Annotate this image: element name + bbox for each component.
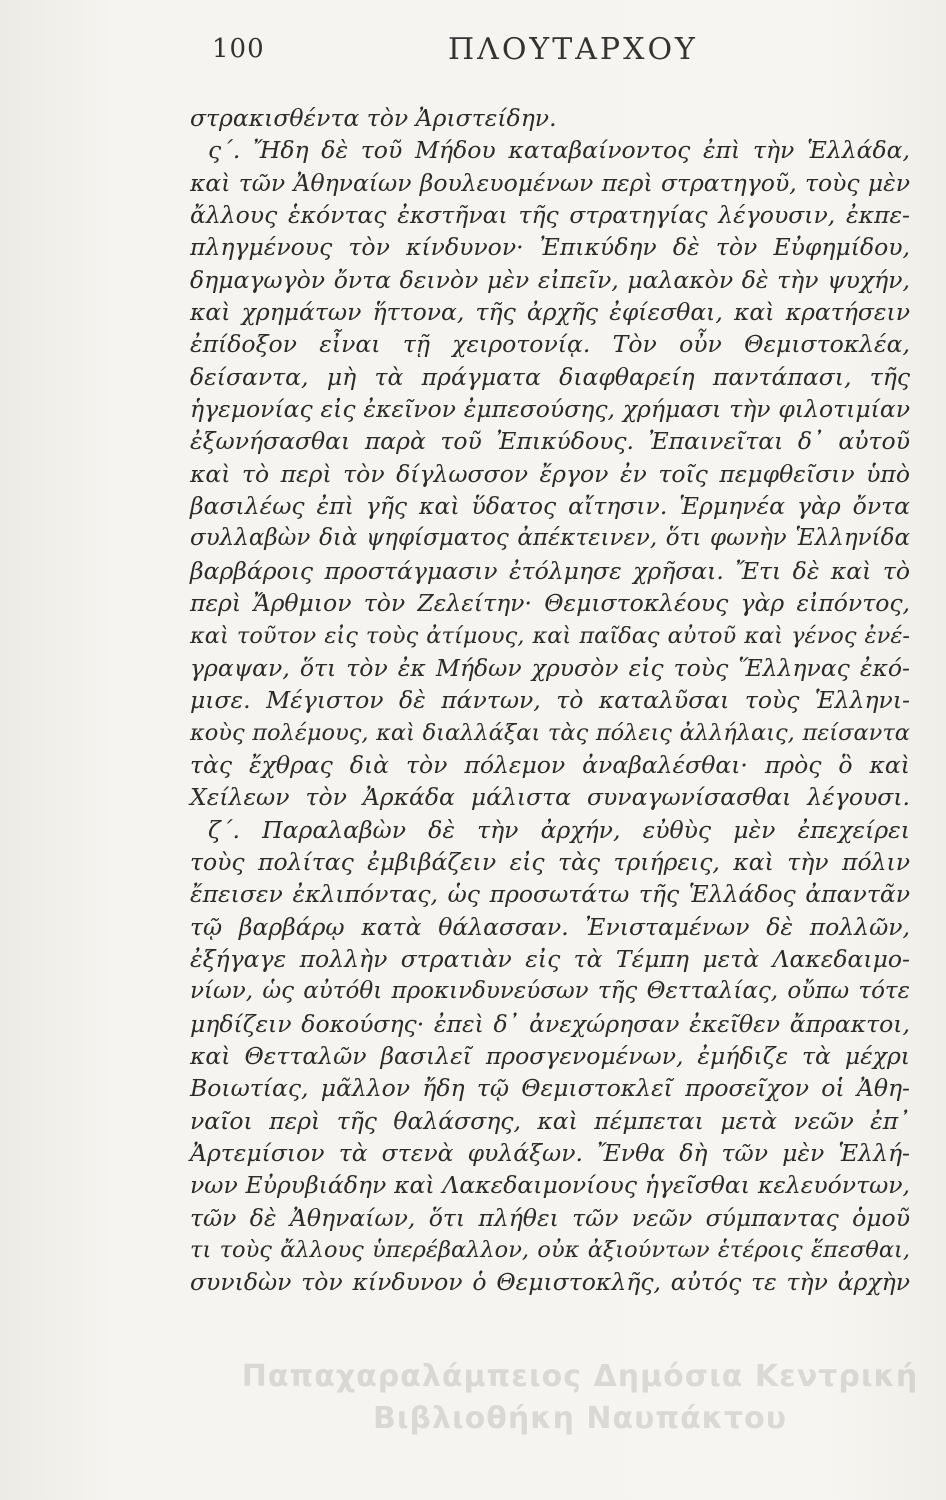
text-line: καὶ χρημάτων ἥττονα, τῆς ἀρχῆς ἐφίεσθαι, καὶ κρατήσειν	[190, 298, 910, 327]
text-line: γραψαν, ὅτι τὸν ἐκ Μήδων χρυσὸν εἰς τοὺς Ἕλληνας ἐκό-	[190, 653, 910, 682]
text-line: συνιδὼν τὸν κίνδυνον ὁ Θεμιστοκλῆς, αὐτός τε τὴν ἀρχὴν	[190, 1268, 910, 1297]
text-line: Ἀρτεμίσιον τὰ στενὰ φυλάξων. Ἔνθα δὴ τῶν μὲν Ἑλλή-	[190, 1139, 910, 1167]
text-line: τῶν δὲ Ἀθηναίων, ὅτι πλήθει τῶν νεῶν σύμπαντας ὁμοῦ	[190, 1203, 910, 1232]
text-line: ς΄. Ἤδη δὲ τοῦ Μήδου καταβαίνοντος ἐπὶ τὴν Ἑλλάδα,	[208, 136, 910, 165]
text-line: στρακισθέντα τὸν Ἀριστείδην.	[190, 104, 557, 132]
watermark-line: Βιβλιοθήκη Ναυπάκτου	[372, 1401, 788, 1436]
watermark-line: Παπαχαραλάμπειος Δημόσια Κεντρική	[241, 1359, 919, 1394]
text-line: ἐξήγαγε πολλὴν στρατιὰν εἰς τὰ Τέμπη μετὰ Λακεδαιμο-	[190, 944, 910, 973]
text-line: καὶ Θετταλῶν βασιλεῖ προσγενομένων, ἐμήδιζε τὰ μέχρι	[190, 1041, 910, 1070]
text-line: μηδίζειν δοκούσης· ἐπεὶ δ᾽ ἀνεχώρησαν ἐκεῖθεν ἄπρακτοι,	[190, 1009, 910, 1038]
text-line: βαρβάροις προστάγμασιν ἐτόλμησε χρῆσαι. Ἔτι δὲ καὶ τὸ	[190, 556, 910, 585]
text-line: πληγμένους τὸν κίνδυνον· Ἐπικύδην δὲ τὸν Εὐφημίδου,	[190, 233, 910, 262]
text-line: μισε. Μέγιστον δὲ πάντων, τὸ καταλῦσαι τοὺς Ἑλληνι-	[190, 686, 910, 715]
library-watermark	[230, 1356, 930, 1440]
text-line: συλλαβὼν διὰ ψηφίσματος ἀπέκτεινεν, ὅτι φωνὴν Ἑλληνίδα	[190, 525, 910, 552]
text-line: ναῖοι περὶ τῆς θαλάσσης, καὶ πέμπεται μετὰ νεῶν ἐπ᾽	[190, 1106, 910, 1135]
text-line: βασιλέως ἐπὶ γῆς καὶ ὕδατος αἴτησιν. Ἑρμηνέα γὰρ ὄντα	[190, 492, 910, 521]
text-line: νίων, ὡς αὐτόθι προκινδυνεύσων τῆς Θετταλίας, οὔπω τότε	[190, 978, 910, 1005]
text-line: ἐξωνήσασθαι παρὰ τοῦ Ἐπικύδους. Ἐπαινεῖται δ᾽ αὐτοῦ	[190, 427, 910, 456]
text-line: ζ΄. Παραλαβὼν δὲ τὴν ἀρχήν, εὐθὺς μὲν ἐπεχείρει	[208, 815, 910, 844]
text-line: τὰς ἔχθρας διὰ τὸν πόλεμον ἀναβαλέσθαι· πρὸς ὃ καὶ	[190, 750, 910, 779]
page-header	[0, 30, 946, 70]
text-line: τοὺς πολίτας ἐμβιβάζειν εἰς τὰς τριήρεις, καὶ τὴν πόλιν	[190, 847, 910, 876]
body-text	[190, 102, 910, 1299]
text-line: καὶ τὸ περὶ τὸν δίγλωσσον ἔργον ἐν τοῖς πεμφθεῖσιν ὑπὸ	[190, 459, 910, 488]
text-line: ἐπίδοξον εἶναι τῇ χειροτονίᾳ. Τὸν οὖν Θεμιστοκλέα,	[190, 330, 910, 359]
text-line: καὶ τοῦτον εἰς τοὺς ἀτίμους, καὶ παῖδας αὐτοῦ καὶ γένος ἐνέ-	[190, 622, 910, 649]
text-line: δείσαντα, μὴ τὰ πράγματα διαφθαρείη παντάπασι, τῆς	[190, 362, 910, 391]
text-line: ἡγεμονίας εἰς ἐκεῖνον ἐμπεσούσης, χρήμασι τὴν φιλοτιμίαν	[190, 395, 910, 424]
text-line: τῷ βαρβάρῳ κατὰ θάλασσαν. Ἐνισταμένων δὲ πολλῶν,	[190, 912, 910, 941]
running-head: ΠΛΟΥΤΑΡΧΟΥ	[448, 32, 698, 67]
text-line: Χείλεων τὸν Ἀρκάδα μάλιστα συναγωνίσασθαι λέγουσι.	[190, 783, 910, 812]
text-line: δημαγωγὸν ὄντα δεινὸν μὲν εἰπεῖν, μαλακὸν δὲ τὴν ψυχήν,	[190, 265, 910, 294]
text-line: ἄλλους ἑκόντας ἐκστῆναι τῆς στρατηγίας λέγουσιν, ἐκπε-	[190, 201, 910, 230]
text-line: περὶ Ἄρθμιον τὸν Ζελείτην· Θεμιστοκλέους γὰρ εἰπόντος,	[190, 589, 910, 618]
text-line: τι τοὺς ἄλλους ὑπερέβαλλον, οὐκ ἀξιούντων ἑτέροις ἕπεσθαι,	[190, 1237, 910, 1264]
text-line: νων Εὐρυβιάδην καὶ Λακεδαιμονίους ἡγεῖσθαι κελευόντων,	[190, 1171, 910, 1200]
page-number: 100	[212, 34, 265, 64]
text-line: Βοιωτίας, μᾶλλον ἤδη τῷ Θεμιστοκλεῖ προσεῖχον οἱ Ἀθη-	[190, 1074, 910, 1103]
text-line: καὶ τῶν Ἀθηναίων βουλευομένων περὶ στρατηγοῦ, τοὺς μὲν	[190, 168, 910, 197]
text-line: κοὺς πολέμους, καὶ διαλλάξαι τὰς πόλεις ἀλλήλαις, πείσαντα	[190, 719, 910, 746]
text-line: ἔπεισεν ἐκλιπόντας, ὡς προσωτάτω τῆς Ἑλλάδος ἀπαντᾶν	[190, 880, 910, 909]
